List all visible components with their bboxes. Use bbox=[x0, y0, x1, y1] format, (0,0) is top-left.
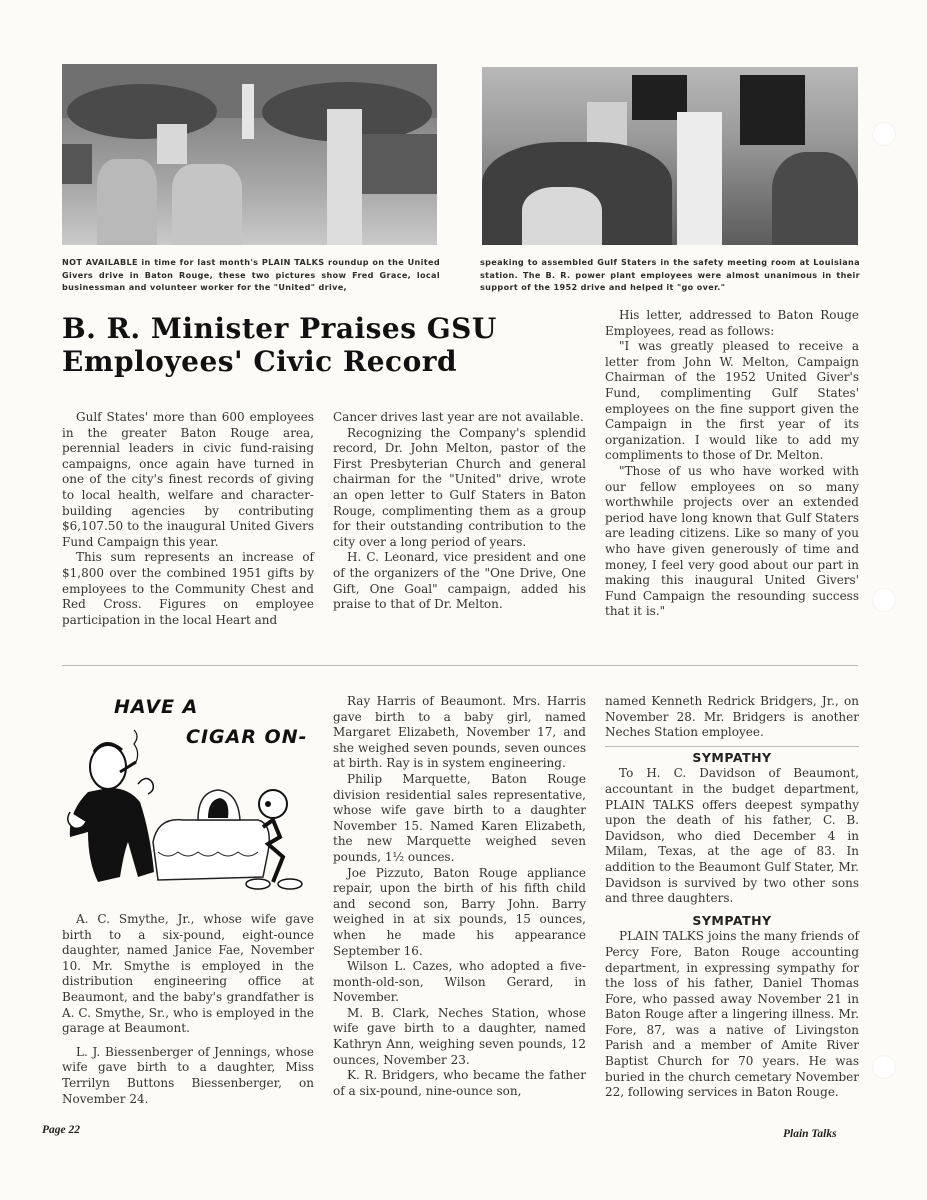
photo-caption-right bbox=[480, 256, 860, 294]
paragraph: Cancer drives last year are not available. bbox=[333, 410, 584, 424]
article-column-1 bbox=[62, 410, 314, 628]
paragraph: Wilson L. Cazes, who adopted a five-month-old-son, Wilson Gerard, in November. bbox=[333, 959, 586, 1005]
sympathy-paragraph-2: PLAIN TALKS joins the many friends of Percy Fore, Baton Rouge accounting department, in expressing sympathy for the loss of his father, Daniel Thomas Fore, who passed away November 21 in Baton Rouge after a lingering illness. Mr. Fore, 87, was a native of Livingston Parish and a member of Amite River Baptist Church for 70 years. He was buried in the church cemetary November 22, following services in Baton Rouge. bbox=[605, 929, 859, 1100]
paragraph: named Kenneth Redrick Bridgers, Jr., on November 28. Mr. Bridgers is another Neches Station employee. bbox=[605, 694, 859, 740]
paragraph: A. C. Smythe, Jr., whose wife gave birth to a six-pound, eight-ounce daughter, named Janice Fae, November 10. Mr. Smythe is employed in the distribution engineering office at Beaumont, and the baby's grandfather is A. C. Smythe, Sr., who is employed in the garage at Beaumont. bbox=[62, 912, 314, 1036]
punch-hole-top bbox=[872, 122, 896, 146]
headline-line-1: B. R. Minister Praises GSU bbox=[62, 312, 497, 345]
article-headline bbox=[62, 312, 592, 378]
punch-hole-middle bbox=[872, 588, 896, 612]
paragraph: Joe Pizzuto, Baton Rouge appliance repair, upon the birth of his fifth child and second son, Barry John. Barry weighed in at six pounds, 15 ounces, when he made his appearance September 16. bbox=[333, 865, 586, 958]
paragraph: Philip Marquette, Baton Rouge division residential sales representative, whose wife gave birth to a daughter November 15. Named Karen Elizabeth, the new Marquette weighed seven pounds, 1½ ounces. bbox=[333, 771, 586, 864]
punch-hole-bottom bbox=[872, 1055, 896, 1079]
headline-line-2: Employees' Civic Record bbox=[62, 345, 458, 378]
photo-left-meeting bbox=[62, 64, 437, 245]
sympathy-heading-1: SYMPATHY bbox=[692, 749, 772, 765]
paragraph: "Those of us who have worked with our fellow employees on so many worthwhile projects over an extended period have long known that Gulf Staters are leading citizens. Like so many of you who have given generously of time and money, I feel very good about our part in making this inaugural United Givers' Fund Campaign the resounding success that it is." bbox=[605, 463, 859, 619]
section-divider bbox=[62, 665, 858, 666]
photo-caption-left bbox=[62, 256, 440, 294]
paragraph: This sum represents an increase of $1,800 over the combined 1951 gifts by employees to the Community Chest and Red Cross. Figures on employee participation in the local Heart and bbox=[62, 550, 314, 627]
paragraph: M. B. Clark, Neches Station, whose wife gave birth to a daughter, named Kathryn Ann, weighing seven pounds, 12 ounces, November 23. bbox=[333, 1005, 586, 1067]
column-divider bbox=[605, 746, 859, 747]
caption-text: speaking to assembled Gulf Staters in the safety meeting room at Louisiana station. The B. R. power plant employees were almost unanimous in their support of the 1952 drive and helped it "go over." bbox=[480, 257, 860, 292]
paragraph: Gulf States' more than 600 employees in the greater Baton Rouge area, perennial leaders in civic fund-raising campaigns, once again have turned in one of the city's finest records of giving to local health, welfare and character-building agencies by contributing $6,107.50 to the inaugural United Givers Fund Campaign this year. bbox=[62, 410, 314, 549]
cigar-cartoon bbox=[58, 692, 320, 897]
births-sympathy-column-3 bbox=[605, 694, 859, 1101]
caption-text: in time for last month's PLAIN TALKS roundup on the United Givers drive in Baton Rouge, these two pictures show Fred Grace, local businessman and volunteer worker for the "United" drive, bbox=[62, 257, 440, 292]
cartoon-title-line-1: HAVE A bbox=[114, 696, 199, 718]
births-column-1 bbox=[62, 912, 314, 1107]
page-number: Page 22 bbox=[42, 1124, 81, 1136]
sympathy-paragraph-1: To H. C. Davidson of Beaumont, accountant in the budget department, PLAIN TALKS offers deepest sympathy upon the death of his father, C. B. Davidson, who died December 4 in Milam, Texas, at the age of 83. In addition to the Beaumont Gulf Stater, Mr. Davidson is survived by two other sons and three daughters. bbox=[605, 766, 859, 906]
cartoon-title-line-2: CIGAR ON- bbox=[186, 726, 308, 748]
paragraph: His letter, addressed to Baton Rouge Employees, read as follows: bbox=[605, 308, 859, 338]
photo-right-safety-room bbox=[482, 67, 858, 245]
cartoon-illustration-icon bbox=[58, 692, 320, 897]
paragraph: Ray Harris of Beaumont. Mrs. Harris gave birth to a baby girl, named Margaret Elizabeth, November 17, and she weighed seven pounds, seven ounces at birth. Ray is in system engineering. bbox=[333, 694, 586, 771]
paragraph: "I was greatly pleased to receive a letter from John W. Melton, Campaign Chairman of the 1952 United Giver's Fund, complimenting Gulf States' employees on the fine support given the Campaign in the first year of its organization. I would like to add my compliments to those of Dr. Melton. bbox=[605, 339, 859, 463]
article-column-3 bbox=[605, 308, 859, 620]
caption-lead: NOT AVAILABLE bbox=[62, 257, 138, 267]
paragraph: H. C. Leonard, vice president and one of the organizers of the "One Drive, One Gift, One Goal" campaign, added his praise to that of Dr. Melton. bbox=[333, 550, 586, 612]
article-column-2 bbox=[333, 410, 586, 613]
births-column-2 bbox=[333, 694, 586, 1099]
sympathy-heading-2: SYMPATHY bbox=[692, 912, 772, 928]
paragraph: L. J. Biessenberger of Jennings, whose wife gave birth to a daughter, Miss Terrilyn Buttons Biessenberger, on November 24. bbox=[62, 1044, 314, 1106]
paragraph: K. R. Bridgers, who became the father of a six-pound, nine-ounce son, bbox=[333, 1068, 586, 1098]
paragraph: Recognizing the Company's splendid record, Dr. John Melton, pastor of the First Presbyterian Church and general chairman for the "United" drive, wrote an open letter to Gulf Staters in Baton Rouge, complimenting them as a group for their outstanding contribution to the city over a long period of years. bbox=[333, 425, 586, 549]
publication-name: Plain Talks bbox=[783, 1128, 837, 1140]
